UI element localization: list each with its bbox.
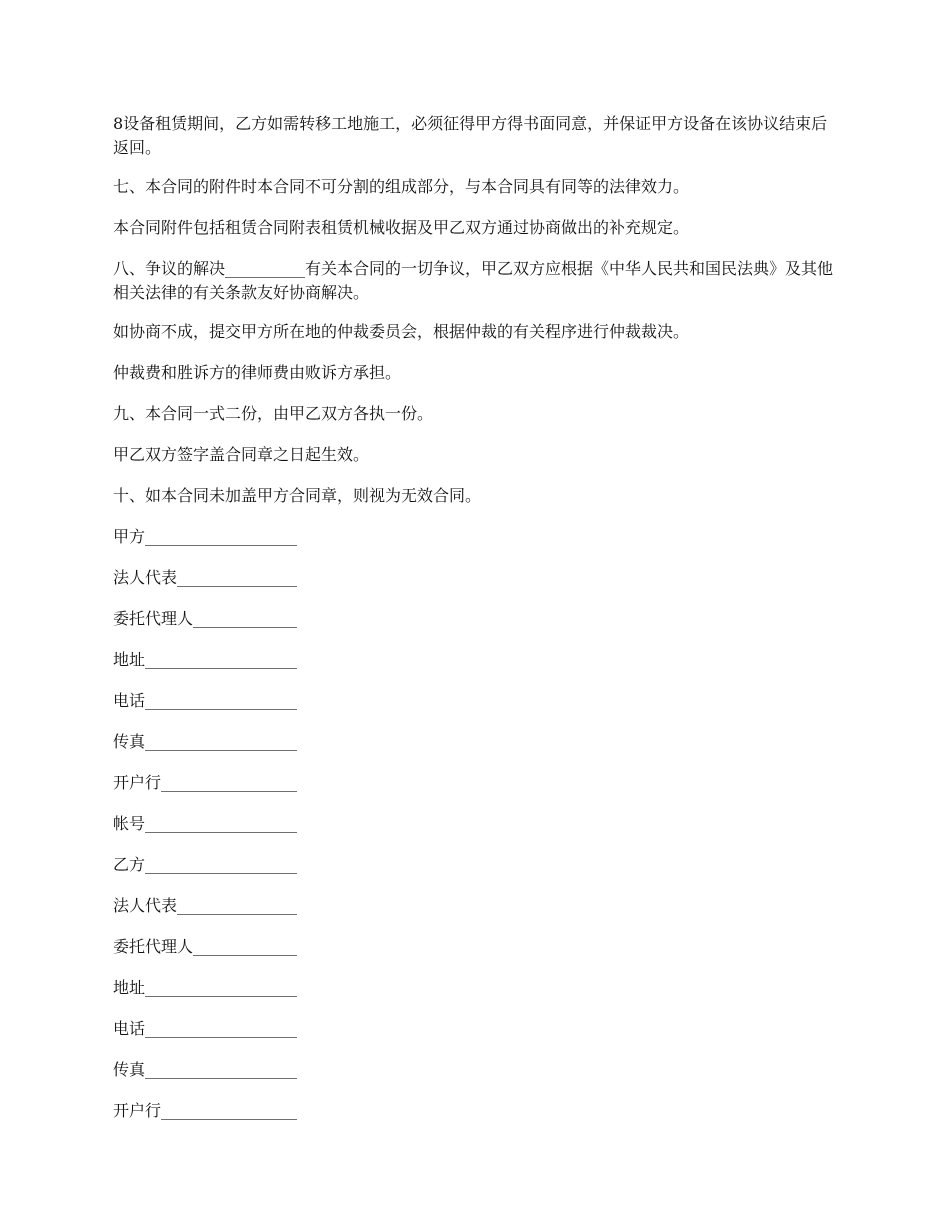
party-b-field: 乙方___________________ — [113, 855, 298, 874]
document-page — [113, 112, 838, 1140]
party-b-address-field: 地址___________________ — [113, 978, 298, 997]
clause-7-attachments: 七、本合同的附件时本合同不可分割的组成部分，与本合同具有同等的法律效力。 — [113, 177, 690, 196]
attachments-scope: 本合同附件包括租赁合同附表租赁机械收据及甲乙双方通过协商做出的补充规定。 — [113, 218, 690, 237]
party-b-agent-field: 委托代理人_____________ — [113, 937, 298, 956]
clause-8-dispute-resolution: 八、争议的解决__________有关本合同的一切争议，甲乙双方应根据《中华人民共和国民法典》及其他相关法律的有关条款友好协商解决。 — [113, 259, 834, 302]
party-a-fax-field: 传真___________________ — [113, 732, 298, 751]
arbitration-fees: 仲裁费和胜诉方的律师费由败诉方承担。 — [113, 363, 402, 382]
clause-9-copies: 九、本合同一式二份，由甲乙双方各执一份。 — [113, 404, 434, 423]
party-a-bank-field: 开户行_________________ — [113, 773, 298, 792]
clause-8-equipment-transfer: 8设备租赁期间，乙方如需转移工地施工，必须征得甲方得书面同意，并保证甲方设备在该协议结束后返回。 — [113, 114, 828, 157]
party-b-bank-field: 开户行_________________ — [113, 1101, 298, 1120]
party-a-agent-field: 委托代理人_____________ — [113, 609, 298, 628]
party-a-address-field: 地址___________________ — [113, 650, 298, 669]
effective-date: 甲乙双方签字盖合同章之日起生效。 — [113, 445, 370, 464]
clause-10-validity: 十、如本合同未加盖甲方合同章，则视为无效合同。 — [113, 486, 482, 505]
party-a-account-field: 帐号___________________ — [113, 814, 298, 833]
party-a-field: 甲方___________________ — [113, 527, 298, 546]
party-b-fax-field: 传真___________________ — [113, 1060, 298, 1079]
party-b-phone-field: 电话___________________ — [113, 1019, 298, 1038]
arbitration-clause: 如协商不成，提交甲方所在地的仲裁委员会，根据仲裁的有关程序进行仲裁裁决。 — [113, 322, 690, 341]
party-a-phone-field: 电话___________________ — [113, 691, 298, 710]
party-a-legal-rep-field: 法人代表_______________ — [113, 568, 298, 587]
party-b-legal-rep-field: 法人代表_______________ — [113, 896, 298, 915]
